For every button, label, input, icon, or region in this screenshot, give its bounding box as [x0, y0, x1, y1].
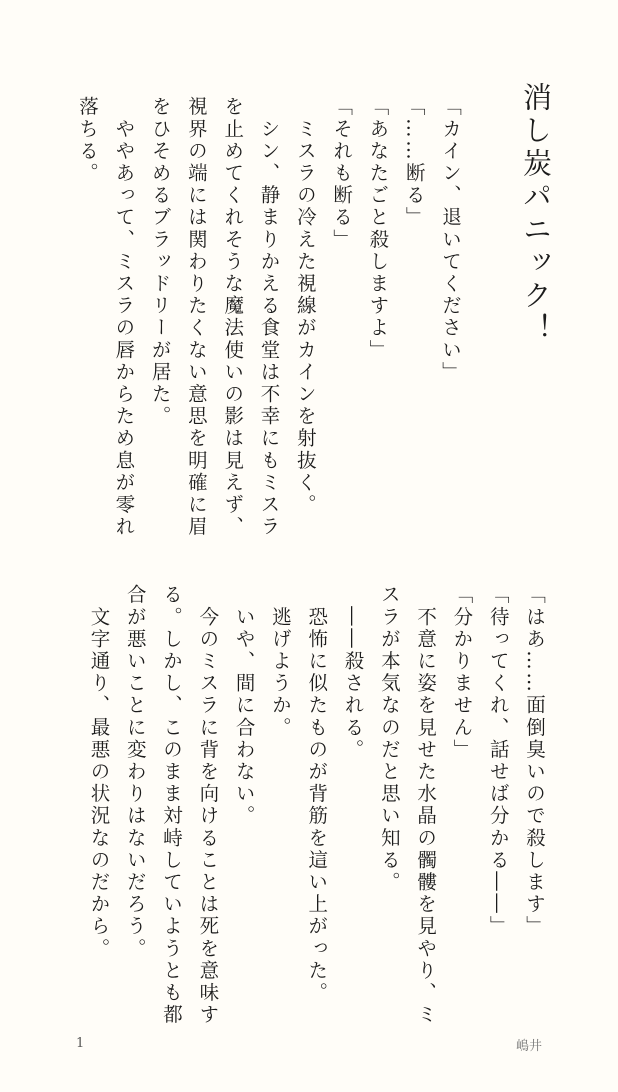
text-line: を止めてくれそうな魔法使いの影は見えず、 [221, 96, 245, 538]
text-line: 今のミスラに背を向けることは死を意味す [196, 584, 220, 1026]
text-line: 文字通り、最悪の状況なのだから。 [87, 584, 111, 960]
lower-text-block [80, 584, 552, 1026]
text-line: をひそめるブラッドリーが居た。 [148, 96, 172, 428]
text-line: 「あなたごと殺しますよ」 [366, 96, 390, 362]
text-line: ――殺される。 [341, 584, 365, 761]
text-line: 「カイン、退いてください」 [439, 96, 462, 384]
text-line: 「それも断る」 [330, 96, 354, 251]
text-line: 「……断る」 [402, 96, 426, 229]
text-line: シン、静まりかえる食堂は不幸にもミスラ [257, 96, 281, 538]
chapter-title: 消し炭パニック！ [519, 82, 553, 346]
text-line: いや、間に合わない。 [232, 584, 256, 828]
text-line: 恐怖に似たものが背筋を這い上がった。 [305, 584, 329, 1004]
text-line: 「はあ……面倒臭いので殺します」 [523, 584, 546, 938]
text-line: ミスラの冷えた視線がカインを射抜く。 [293, 96, 317, 516]
text-line: 「分かりません」 [450, 584, 474, 761]
text-line: 視界の端には関わりたくない意思を明確に眉 [184, 96, 208, 538]
text-line: ややあって、ミスラの唇からため息が零れ [112, 96, 136, 538]
text-line: 落ちる。 [76, 96, 100, 185]
text-line: 合が悪いことに変わりはないだろう。 [123, 584, 147, 960]
author-name: 嶋井 [515, 1039, 542, 1054]
text-line: る。しかし、このまま対峙していようとも都 [160, 584, 184, 1026]
page-number: 1 [76, 1036, 85, 1051]
text-line: 不意に姿を見せた水晶の髑髏を見やり、ミ [414, 584, 438, 1026]
upper-text-block [69, 96, 468, 538]
text-line: 「待ってくれ、話せば分かる――」 [486, 584, 510, 938]
text-line: スラが本気なのだと思い知る。 [377, 584, 401, 894]
text-line: 逃げようか。 [268, 584, 292, 739]
